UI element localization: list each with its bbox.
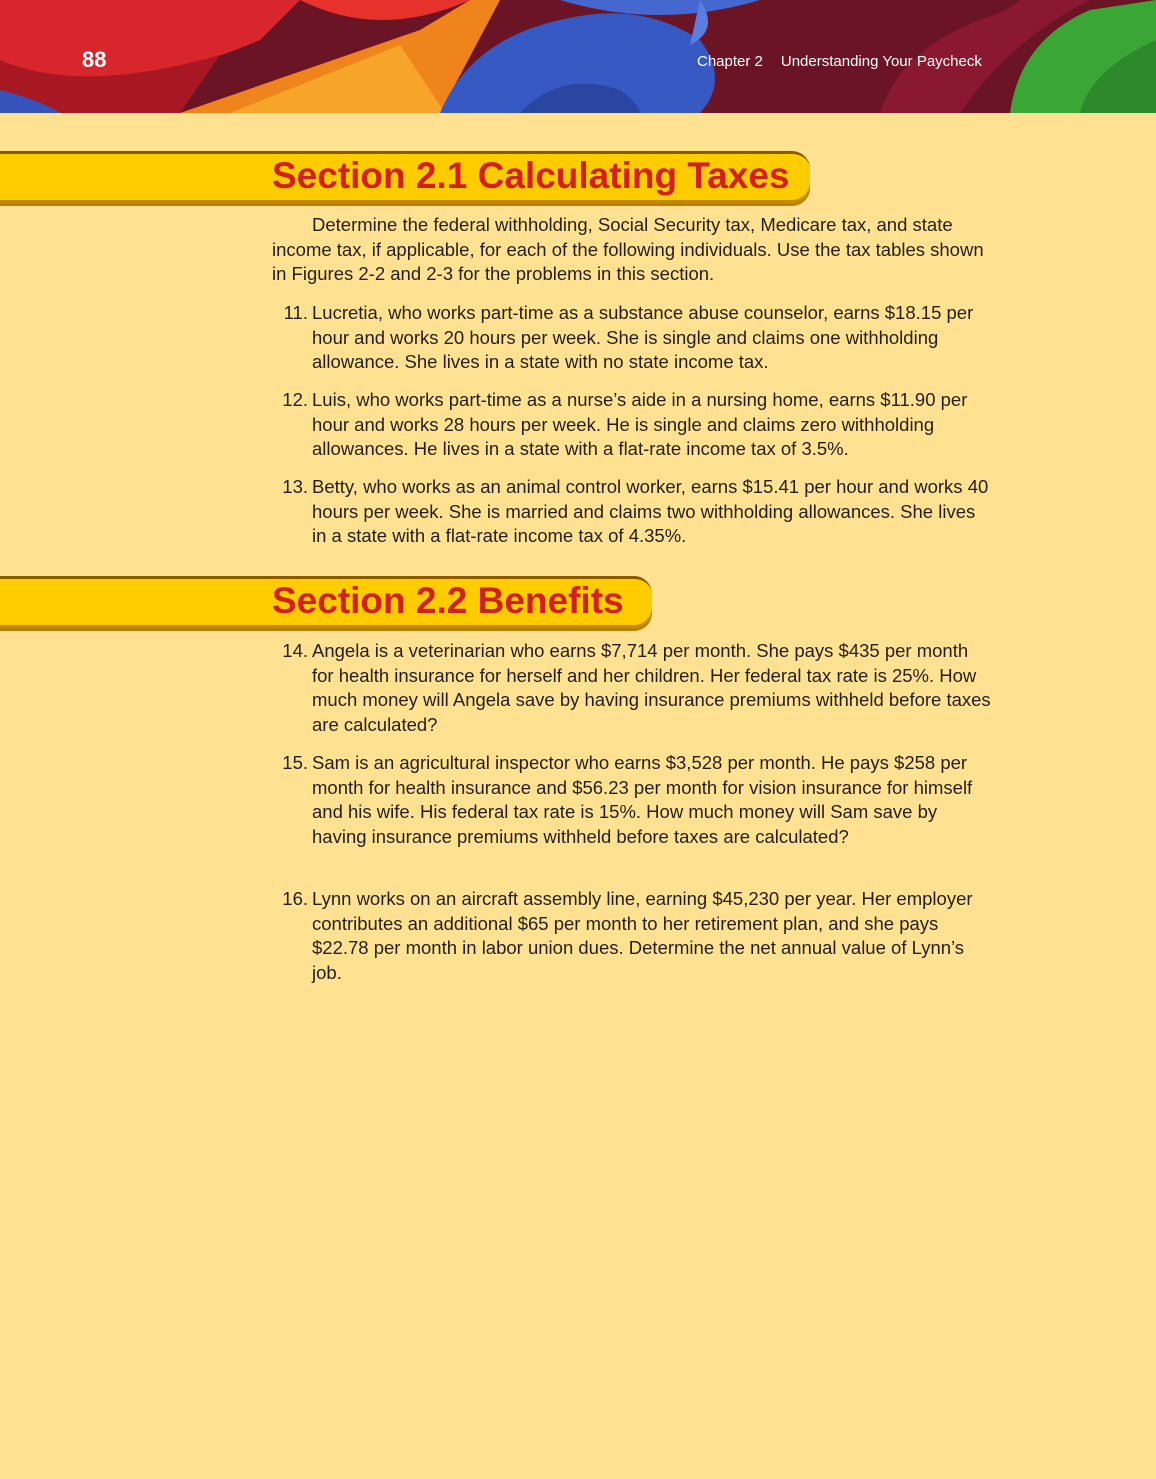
section-title: Section 2.2 Benefits (272, 580, 624, 621)
problem-text: Lucretia, who works part-time as a substance abuse counselor, earns $18.15 per hour and works 20 hours per week. She is single and claims one withholding allowance. She lives in a state with no state income tax. (312, 302, 974, 372)
problem-number: 12. (282, 389, 308, 410)
chapter-label: Chapter 2 (697, 53, 763, 70)
problem-text: Angela is a veterinarian who earns $7,714 per month. She pays $435 per month for health insurance for herself and her children. Her federal tax rate is 25%. How much money will Angela save by having insurance premiums withheld before taxes are calculated? (312, 640, 991, 735)
page-number: 88 (82, 47, 107, 72)
chapter-title: Understanding Your Paycheck (780, 53, 982, 70)
problem-number: 14. (282, 640, 308, 661)
problem-number: 13. (282, 476, 308, 497)
problem-text: Sam is an agricultural inspector who earns $3,528 per month. He pays $258 per month for health insurance and $56.23 per month for vision insurance for himself and his wife. His federal tax rate is 15%. How much money will Sam save by having insurance premiums withheld before taxes are calculated? (312, 752, 973, 847)
problem-number: 15. (282, 752, 308, 773)
section-intro: Determine the federal withholding, Social Security tax, Medicare tax, and state income tax, if applicable, for each of the following individuals. Use the tax tables shown in Figures 2-2 and 2-3 for the problems in this section. (272, 214, 984, 284)
problem-item (272, 887, 992, 985)
problem-item (272, 475, 992, 549)
problem-text: Betty, who works as an animal control worker, earns $15.41 per hour and works 40 hours per week. She is married and claims two withholding allowances. She lives in a state with a flat-rate income tax of 4.35%. (312, 476, 989, 546)
problem-item (272, 751, 992, 849)
running-head (697, 52, 982, 72)
problem-text: Luis, who works part-time as a nurse’s aide in a nursing home, earns $11.90 per hour and works 28 hours per week. He is single and claims zero withholding allowances. He lives in a state with a flat-rate income tax of 3.5%. (312, 389, 968, 459)
problem-text: Lynn works on an aircraft assembly line, earning $45,230 per year. Her employer contributes an additional $65 per month to her retirement plan, and she pays $22.78 per month in labor union dues. Determine the net annual value of Lynn’s job. (312, 888, 973, 983)
section-title: Section 2.1 Calculating Taxes (272, 155, 790, 196)
header-banner (0, 0, 1156, 113)
problem-number: 11. (283, 302, 308, 323)
problem-item (272, 301, 992, 375)
banner-artwork (0, 0, 1156, 113)
problem-item (272, 639, 992, 737)
problem-item (272, 388, 992, 462)
problem-number: 16. (282, 888, 308, 909)
